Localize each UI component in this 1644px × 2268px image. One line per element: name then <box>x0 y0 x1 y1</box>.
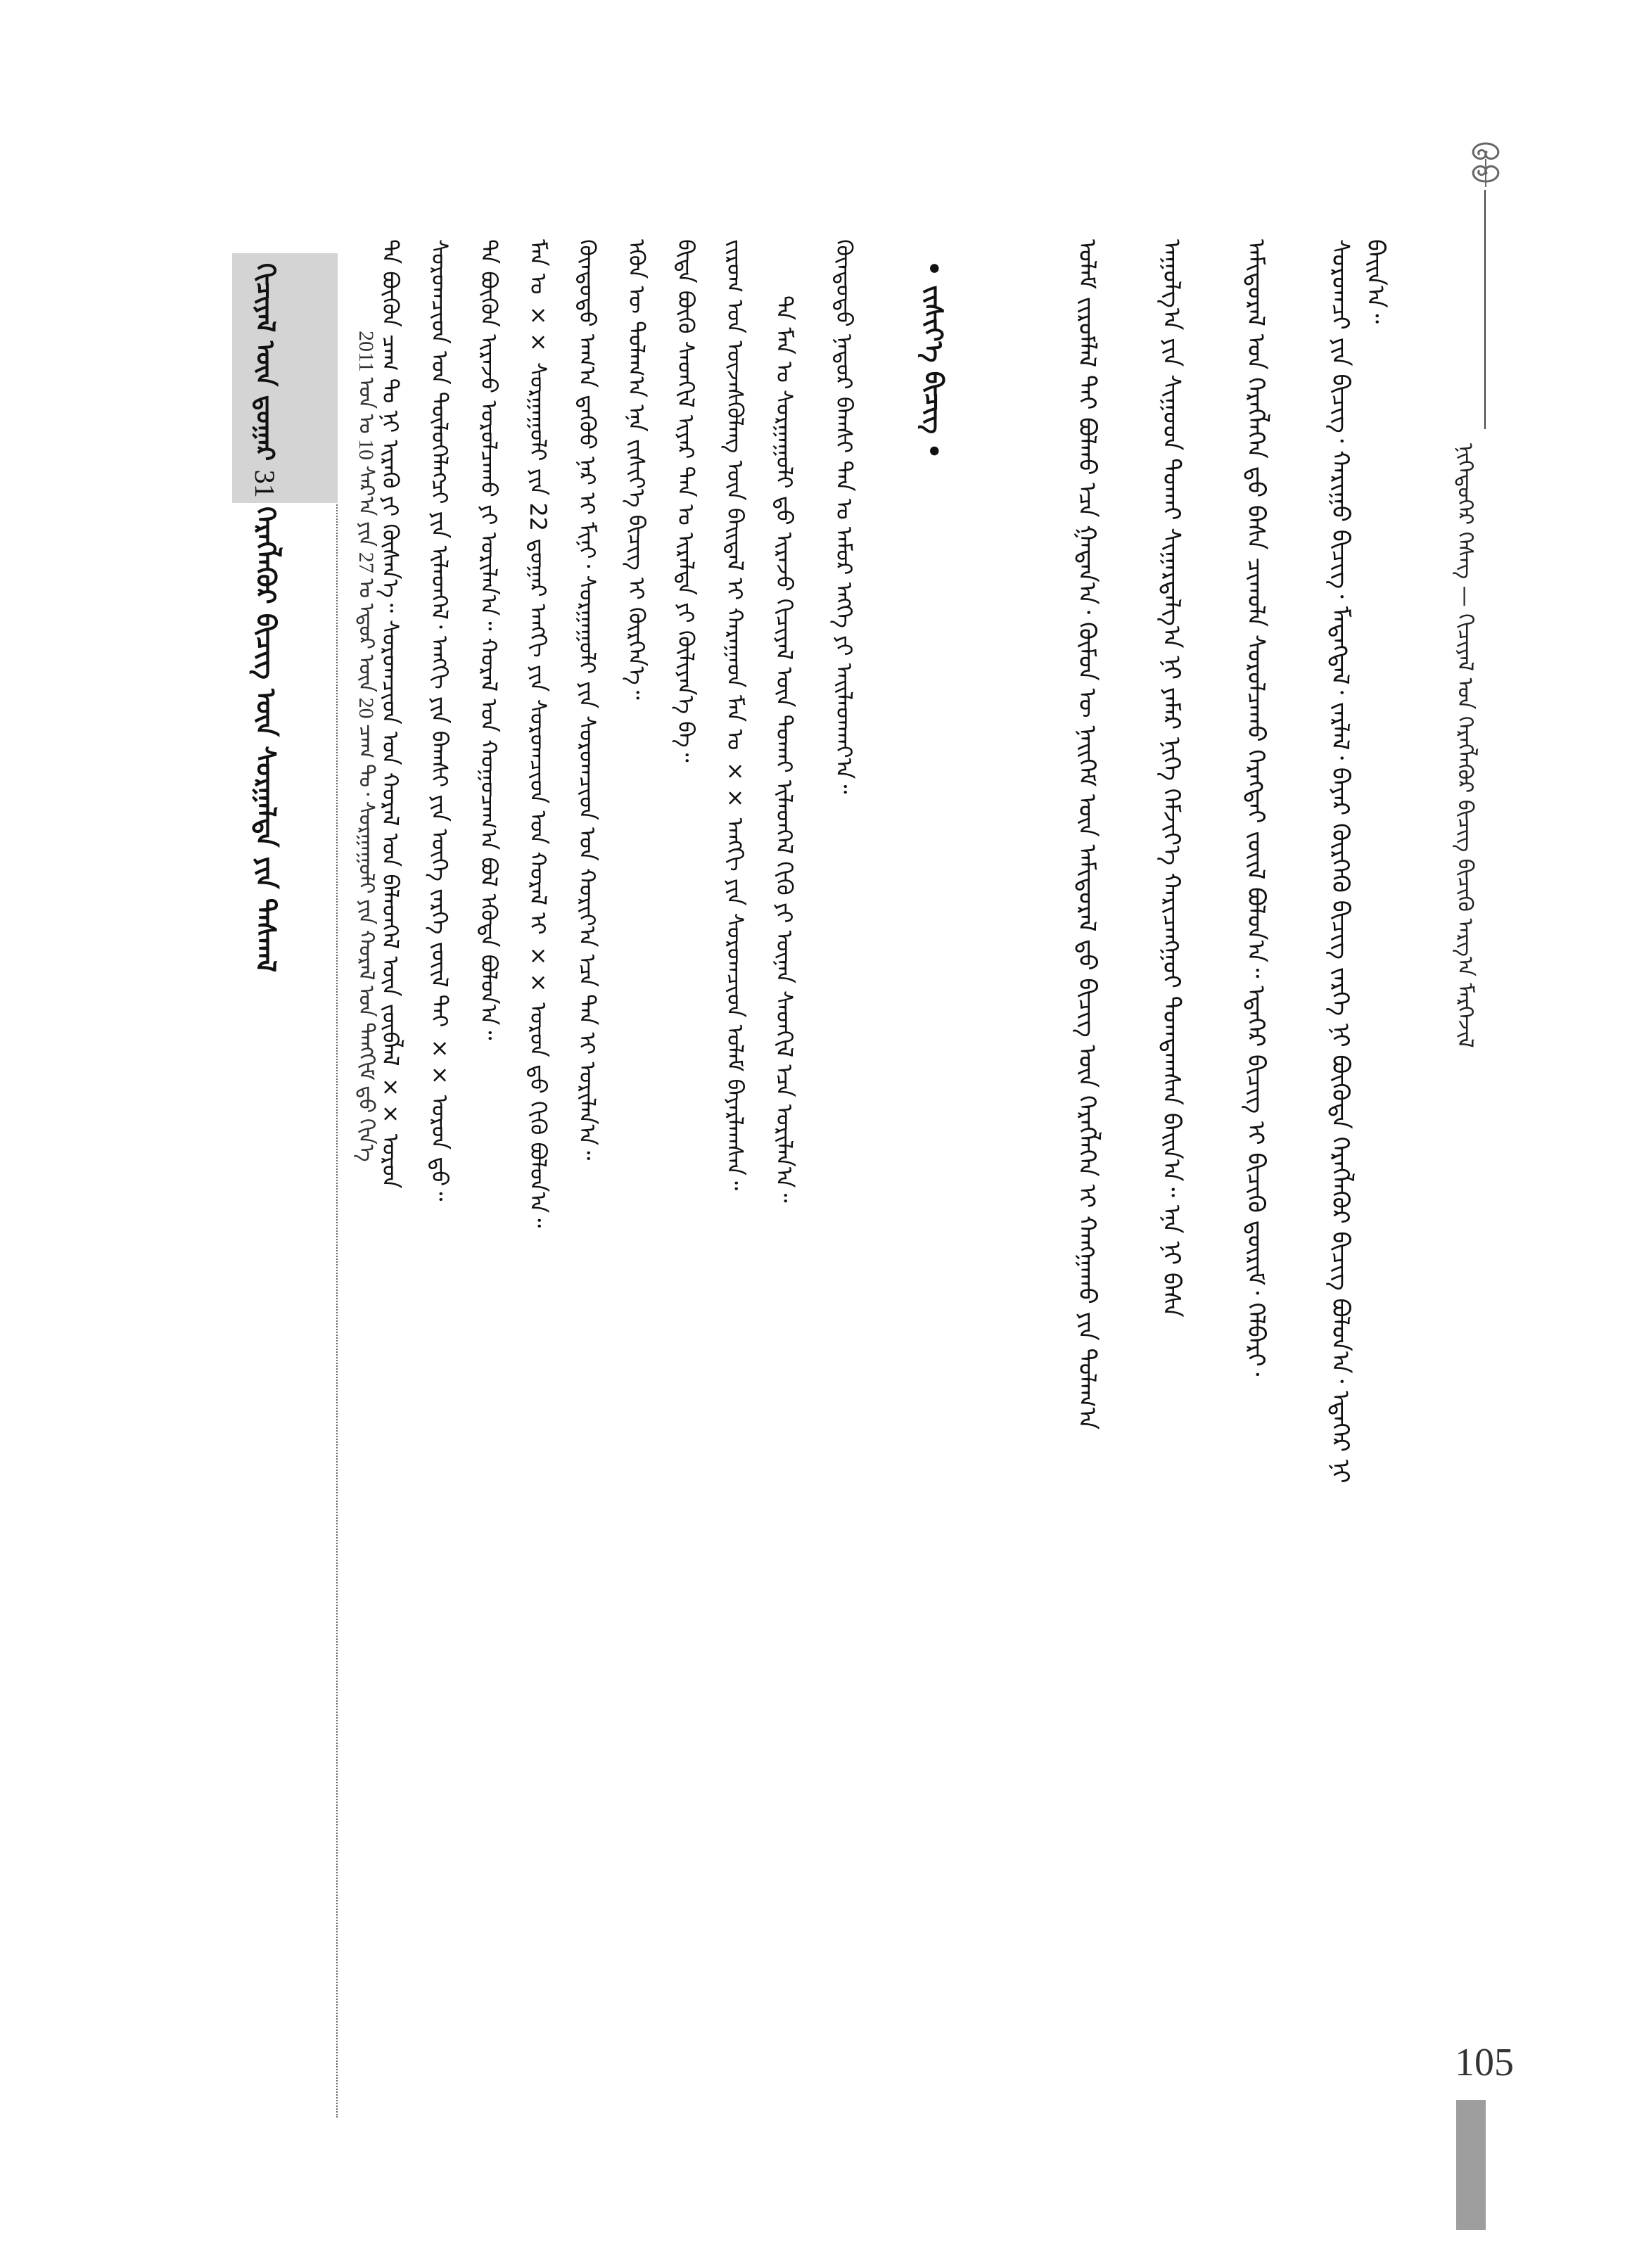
dotted-rule <box>336 260 338 2117</box>
lesson-title-box <box>232 253 338 503</box>
page-number: 105 <box>1455 2041 1514 2084</box>
text-line: ᠡᠭᠦᠨ ᠦ ᠲᠤᠯᠠᠭ᠎ᠠ ᠡᠨᠡ ᠵᠢᠱᠢᠶ᠎ᠡ ᠪᠢᠴᠢᠭ ᠢ ᠬᠦᠷᠭᠡᠨ᠎ᠡ᠃ <box>623 239 650 700</box>
text-line: ᠤᠯᠠᠮ ᠵᠢᠷᠤᠮᠯᠠᠯ ᠲᠠᠢ ᠪᠣᠯᠬᠤ ᠡᠴᠡ ᠭᠠᠳᠠᠨ᠎ᠠ᠂ ᠬᠦᠮᠦᠨ ᠦ ᠨᠡᠢᠭᠡᠮ ᠦᠨ ᠠᠮᠢᠳᠤᠷᠠᠯ ᠳ᠋ᠤ ᠪᠢᠴᠢᠭ ᠦᠨ ᠬᠡᠷᠡᠭᠯᠡᠭᠡᠨ ᠢ ᠬᠠᠩᠭᠠᠬᠤ ᠶᠢᠨ ᠲᠤᠯᠠᠭ᠎ᠠ <box>1073 239 1101 1430</box>
header-rule <box>1484 190 1486 429</box>
running-head: ᠨᠢᠭᠡᠳᠦᠭᠡᠷ ᠬᠡᠰᠡᠭ — ᠬᠢᠴᠢᠶᠡᠯ ᠤᠨ ᠬᠡᠷᠡᠭᠯᠡᠭᠦᠷ ᠪᠢᠴᠢᠭ ᠪᠢᠴᠢᠬᠦ ᠠᠷᠭ᠎ᠠ ᠮᠡᠷᠭᠡᠵᠢᠯ <box>1453 443 1477 1048</box>
text-line: ᠬᠦᠨᠳᠦᠲᠦ ᠠᠬ᠎ᠠ ᠳ᠋ᠡᠭᠦᠦ ᠨᠠᠷ ᠢ ᠮᠢᠨᠢ᠂ ᠰᠤᠷᠭᠠᠭᠤᠯᠢ ᠶᠢᠨ ᠰᠤᠷᠤᠭᠴᠢᠳ ᠤᠨ ᠬᠣᠷᠢᠶ᠎ᠠ ᠡᠴᠡ ᠲᠠᠨ ᠢ ᠤᠷᠢᠯᠠᠨ᠎ᠠ᠃ <box>574 239 601 1161</box>
text-line: ᠰᠤᠷᠤᠭᠴᠢ ᠶᠢᠨ ᠪᠢᠴᠢᠭ᠂ ᠬᠠᠷᠢᠭᠤ ᠪᠢᠴᠢᠭ᠂ ᠮᠡᠳᠡᠭᠳᠡᠯ᠂ ᠵᠠᠷᠯᠠᠯ᠂ ᠪᠠᠶᠠᠷ ᠬᠦᠷᠭᠡᠬᠦ ᠪᠢᠴᠢᠭ ᠵᠡᠷᠭᠡ ᠨᠢ ᠪᠦᠭᠦᠳᠡ ᠬᠡᠷᠡᠭᠯᠡᠭᠦᠷ ᠪᠢᠴᠢᠭ ᠪᠣᠯᠤᠨ᠎ᠠ᠂ ᠡᠳᠡᠭᠡᠷ ᠨᠢ <box>1326 239 1354 1484</box>
date-line: 2011 ᠣᠨ ᠤ 10 ᠰᠠᠷ᠎ᠠ ᠶᠢᠨ 27 ᠤ ᠡᠳᠦᠷ ᠦᠨ 20 ᠴᠠᠭ ᠲᠤ᠂ ᠰᠤᠷᠭᠠᠭᠤᠯᠢ ᠶᠢᠨ ᠬᠤᠷᠠᠯ ᠤᠨ ᠲᠠᠩᠬᠢᠮ ᠳ᠋ᠤ ᠬᠢᠨ᠎ᠡ <box>355 331 378 1162</box>
text-line: ᠪᠢᠳᠡ ᠪᠦᠬᠦ ᠰᠡᠳᠬᠢᠯ ᠢᠶᠡᠷ ᠲᠠᠨ ᠤ ᠢᠷᠡᠯᠲᠡ ᠶᠢ ᠬᠦᠯᠢᠶᠡᠨ᠎ᠡ ᠪᠡ᠃ <box>673 239 699 763</box>
text-line: ᠰᠤᠷᠤᠭᠴᠢᠳ ᠤᠨ ᠲᠥᠯᠥᠭᠡᠯᠡᠭᠴᠢ ᠶᠢᠨ ᠢᠯᠡᠳᠬᠡᠯ᠂ ᠠᠩᠭᠢ ᠶᠢᠨ ᠪᠠᠭᠰᠢ ᠶᠢᠨ ᠦᠭᠡ ᠵᠡᠷᠭᠡ ᠵᠦᠢᠯ ᠲᠠᠢ ×× ᠣᠷᠤᠨ ᠳ᠋ᠤ᠃ <box>426 239 453 1202</box>
lesson-number: 31 <box>249 469 281 498</box>
lesson-title: ᠬᠡᠷᠡᠭᠯᠡᠭᠦᠷ ᠪᠢᠴᠢᠭ ᠦᠨ ᠰᠤᠷᠭᠠᠯᠲᠠ ᠶᠢᠨ ᠳᠠᠰᠭᠠᠯ <box>250 507 281 973</box>
scroll-ornament-icon <box>1460 138 1512 187</box>
page-tab <box>1456 2100 1486 2230</box>
text-line: ᠠᠮᠢᠳᠤᠷᠠᠯ ᠤᠨ ᠬᠡᠷᠡᠭᠯᠡᠭᠡᠨ ᠳ᠋ᠤ ᠪᠠᠰᠠ ᠴᠢᠬᠤᠯᠠ ᠰᠤᠷᠤᠯᠴᠠᠬᠤ ᠬᠡᠷᠡᠭᠲᠡᠢ ᠵᠦᠢᠯ ᠪᠣᠯᠤᠨ᠎ᠠ᠃ ᠡᠳᠡᠭᠡᠷ ᠪᠢᠴᠢᠭ ᠢ ᠪᠢᠴᠢᠬᠦ ᠳ᠋ᠦᠷᠢᠮ᠂ ᠬᠡᠯᠪᠡᠷᠢ᠂ <box>1242 239 1270 1377</box>
lesson-label: ᠬᠢᠴᠢᠶᠡᠯ ᠦᠨ ᠳ᠋ᠤᠭᠠᠷ <box>250 263 279 461</box>
text-line: ᠲᠠ ᠪᠦᠬᠦᠨ ᠢᠷᠡᠵᠦ ᠣᠷᠤᠯᠴᠠᠬᠤ ᠶᠢ ᠤᠷᠢᠯᠠᠨ᠎ᠠ᠃ ᠬᠤᠷᠠᠯ ᠤᠨ ᠬᠤᠭᠤᠴᠠᠭ᠎ᠠ ᠪᠣᠯ ᠡᠭᠦᠳᠡ ᠪᠣᠯᠤᠨ᠎ᠠ᠃ <box>476 239 502 1040</box>
text-line: ᠠᠭᠤᠯᠭ᠎ᠠ ᠶᠢᠨ ᠰᠢᠭᠤᠳ ᠲᠤᠬᠠᠢ ᠰᠢᠭᠠᠷᠳᠠᠯᠭ᠎ᠠ ᠨᠢ ᠶᠠᠮᠠᠷ ᠨᠢᠭᠡ ᠬᠡᠮᠵᠢᠶ᠎ᠡ ᠬᠠᠷᠢᠴᠠᠩᠭᠤᠢ ᠲᠣᠭᠲᠠᠭᠰᠠᠨ ᠪᠠᠢ᠌ᠨ᠎ᠠ᠃ ᠡᠨᠡ ᠨᠢ ᠪᠠᠰᠠ <box>1157 239 1185 1318</box>
text-line: ᠪᠠᠢ᠌ᠨ᠎ᠠ᠃ <box>1361 239 1389 324</box>
text-line: ᠵᠢᠷᠤᠭ ᠤᠨ ᠦᠵᠡᠰᠬᠦᠯᠡᠩ ᠦᠨ ᠪᠠᠢ᠌ᠳᠠᠯ ᠢ ᠬᠠᠷᠠᠭᠠᠳ ᠮᠠᠨ ᠤ ×× ᠠᠩᠭᠢ ᠶᠢᠨ ᠰᠤᠷᠤᠭᠴᠢᠳ ᠤᠯᠠᠮ ᠪᠠᠶᠠᠷᠯᠠᠭᠰᠠᠨ᠃ <box>722 239 748 1191</box>
text-line: ᠬᠦᠨᠳᠦᠲᠦ ᠨᠠᠳᠤᠷ ᠪᠠᠭᠰᠢ ᠲᠠᠨ ᠤ ᠠᠮᠤᠷ ᠡᠩᠬᠡ ᠶᠢ ᠠᠢ᠌ᠯᠠᠳᠬᠠᠶ᠎ᠠ᠃ <box>831 239 858 794</box>
section-heading: • ᠵᠢᠱᠢᠶ᠎ᠡ ᠪᠢᠴᠢᠭ • <box>919 260 948 459</box>
text-line: ᠲᠠ ᠮᠠᠨ ᠤ ᠰᠤᠷᠭᠠᠭᠤᠯᠢ ᠳ᠋ᠤ ᠢᠷᠡᠵᠦ ᠬᠢᠴᠢᠶᠡᠯ ᠦᠨ ᠲᠤᠬᠠᠢ ᠢᠯᠡᠳᠬᠡᠯ ᠬᠢᠬᠦ ᠶᠢ ᠦᠨᠡᠨ ᠰᠡᠳᠬᠢᠯ ᠡᠴᠡ ᠤᠷᠢᠯᠠᠨ᠎ᠠ᠃ <box>771 295 798 1203</box>
text-line: ᠲᠠ ᠪᠦᠬᠦᠨ ᠴᠠᠭ ᠲᠤ ᠨᠢ ᠢᠷᠡᠬᠦ ᠶᠢ ᠬᠦᠰᠡᠨ᠎ᠡ᠃ ᠰᠤᠷᠤᠭᠴᠢᠳ ᠤᠨ ᠬᠤᠷᠠᠯ ᠤᠨ ᠪᠡᠯᠡᠳᠬᠡᠯ ᠦᠨ ᠵᠦᠪᠯᠡᠯ ×× ᠣᠷᠤᠨ <box>377 239 404 1189</box>
text-line: ᠮᠠᠨ ᠤ ×× ᠰᠤᠷᠭᠠᠭᠤᠯᠢ ᠶᠢᠨ 22 ᠳ᠋ᠤᠭᠠᠷ ᠠᠩᠭᠢ ᠶᠢᠨ ᠰᠤᠷᠤᠭᠴᠢᠳ ᠤᠨ ᠬᠤᠷᠠᠯ ᠢ ×× ᠤᠷᠤᠨ ᠳ᠋ᠤ ᠬᠢᠬᠦ ᠪᠣᠯᠤᠨ᠎ᠠ᠃ <box>525 239 552 1228</box>
